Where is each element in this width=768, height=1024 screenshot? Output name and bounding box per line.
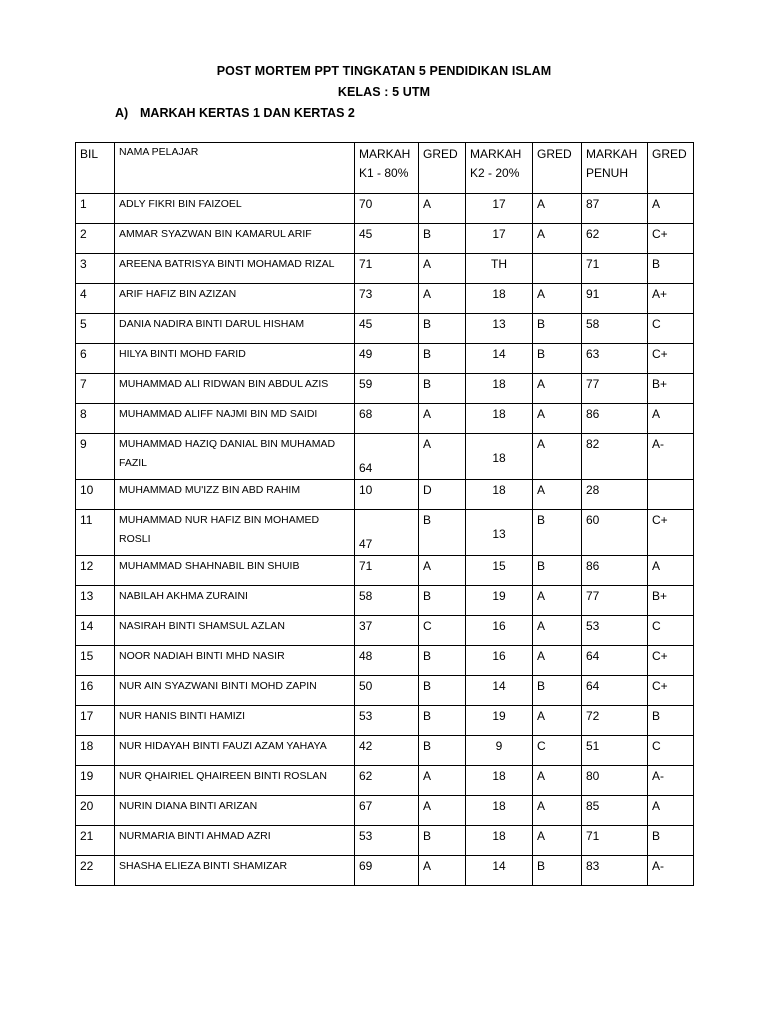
cell-markah-penuh: 77	[582, 586, 648, 616]
cell-gred-penuh: C+	[648, 646, 694, 676]
section-letter: A)	[115, 106, 129, 120]
cell-gred-k1: B	[419, 374, 466, 404]
cell-markah-penuh: 62	[582, 224, 648, 254]
cell-gred-penuh: B+	[648, 586, 694, 616]
cell-student-name: NURIN DIANA BINTI ARIZAN	[115, 796, 355, 826]
cell-markah-k1: 53	[355, 826, 419, 856]
cell-student-name: MUHAMMAD HAZIQ DANIAL BIN MUHAMAD FAZIL	[115, 434, 355, 480]
cell-markah-k1: 45	[355, 314, 419, 344]
cell-student-name: NURMARIA BINTI AHMAD AZRI	[115, 826, 355, 856]
header-bil: BIL	[76, 143, 115, 194]
cell-markah-k1: 48	[355, 646, 419, 676]
cell-gred-k1: B	[419, 646, 466, 676]
document-title: POST MORTEM PPT TINGKATAN 5 PENDIDIKAN ISLAM	[216, 64, 552, 78]
header-gred-penuh: GRED	[648, 143, 694, 194]
table-row	[76, 344, 694, 374]
cell-markah-penuh: 82	[582, 434, 648, 480]
cell-markah-penuh: 83	[582, 856, 648, 886]
cell-gred-k1: A	[419, 434, 466, 480]
cell-markah-k1: 58	[355, 586, 419, 616]
cell-student-name: NOOR NADIAH BINTI MHD NASIR	[115, 646, 355, 676]
header-k1-line2: K1 - 80%	[359, 166, 409, 180]
table-header-row	[76, 143, 694, 194]
table-row	[76, 284, 694, 314]
cell-bil: 12	[76, 556, 115, 586]
cell-student-name: HILYA BINTI MOHD FARID	[115, 344, 355, 374]
table-row	[76, 556, 694, 586]
cell-markah-k2: 15	[466, 556, 533, 586]
cell-gred-penuh: C+	[648, 510, 694, 556]
cell-gred-penuh: B	[648, 254, 694, 284]
cell-bil: 20	[76, 796, 115, 826]
cell-bil: 4	[76, 284, 115, 314]
cell-gred-k2: A	[533, 616, 582, 646]
cell-markah-k2: 18	[466, 284, 533, 314]
cell-markah-penuh: 87	[582, 194, 648, 224]
header-gred-k1: GRED	[419, 143, 466, 194]
cell-gred-k1: A	[419, 254, 466, 284]
cell-gred-penuh: C	[648, 314, 694, 344]
cell-student-name: MUHAMMAD ALIFF NAJMI BIN MD SAIDI	[115, 404, 355, 434]
header-k1-line1: MARKAH	[359, 147, 411, 161]
cell-gred-k2: A	[533, 374, 582, 404]
table-row	[76, 796, 694, 826]
cell-gred-k1: A	[419, 194, 466, 224]
cell-gred-k1: A	[419, 284, 466, 314]
cell-markah-penuh: 51	[582, 736, 648, 766]
header-penuh-line1: MARKAH	[586, 147, 638, 161]
cell-markah-k2: 14	[466, 856, 533, 886]
cell-gred-k2: A	[533, 586, 582, 616]
cell-markah-k1: 47	[355, 510, 419, 556]
cell-bil: 15	[76, 646, 115, 676]
cell-markah-k2: 19	[466, 586, 533, 616]
cell-student-name: MUHAMMAD ALI RIDWAN BIN ABDUL AZIS	[115, 374, 355, 404]
cell-gred-k2: B	[533, 314, 582, 344]
cell-gred-k2: A	[533, 826, 582, 856]
cell-gred-penuh: B+	[648, 374, 694, 404]
cell-markah-k1: 42	[355, 736, 419, 766]
cell-gred-k1: A	[419, 796, 466, 826]
cell-bil: 22	[76, 856, 115, 886]
cell-gred-k1: B	[419, 224, 466, 254]
table-row	[76, 254, 694, 284]
cell-bil: 6	[76, 344, 115, 374]
cell-markah-k2: 13	[466, 510, 533, 556]
cell-markah-penuh: 60	[582, 510, 648, 556]
cell-student-name: MUHAMMAD NUR HAFIZ BIN MOHAMED ROSLI	[115, 510, 355, 556]
cell-student-name: ADLY FIKRI BIN FAIZOEL	[115, 194, 355, 224]
cell-markah-k2: 18	[466, 404, 533, 434]
cell-gred-penuh: A-	[648, 434, 694, 480]
cell-markah-k2: 17	[466, 224, 533, 254]
cell-bil: 19	[76, 766, 115, 796]
cell-gred-k2: A	[533, 404, 582, 434]
cell-bil: 17	[76, 706, 115, 736]
cell-markah-penuh: 80	[582, 766, 648, 796]
cell-student-name: NASIRAH BINTI SHAMSUL AZLAN	[115, 616, 355, 646]
header-markah-k1	[355, 143, 419, 194]
cell-markah-penuh: 53	[582, 616, 648, 646]
cell-student-name: MUHAMMAD SHAHNABIL BIN SHUIB	[115, 556, 355, 586]
table-row	[76, 480, 694, 510]
cell-markah-penuh: 71	[582, 254, 648, 284]
cell-bil: 9	[76, 434, 115, 480]
cell-bil: 21	[76, 826, 115, 856]
cell-bil: 7	[76, 374, 115, 404]
cell-gred-penuh: C+	[648, 344, 694, 374]
cell-student-name: MUHAMMAD MU'IZZ BIN ABD RAHIM	[115, 480, 355, 510]
cell-markah-penuh: 77	[582, 374, 648, 404]
cell-gred-k1: C	[419, 616, 466, 646]
table-row	[76, 736, 694, 766]
cell-bil: 3	[76, 254, 115, 284]
cell-markah-k1: 71	[355, 556, 419, 586]
cell-bil: 11	[76, 510, 115, 556]
cell-student-name: NUR HIDAYAH BINTI FAUZI AZAM YAHAYA	[115, 736, 355, 766]
cell-markah-k2: 18	[466, 766, 533, 796]
cell-markah-penuh: 71	[582, 826, 648, 856]
cell-markah-k2: TH	[466, 254, 533, 284]
cell-markah-penuh: 28	[582, 480, 648, 510]
table-row	[76, 706, 694, 736]
cell-gred-penuh: A-	[648, 766, 694, 796]
cell-gred-penuh: A+	[648, 284, 694, 314]
cell-gred-k1: A	[419, 856, 466, 886]
cell-markah-k1: 50	[355, 676, 419, 706]
cell-gred-k1: B	[419, 314, 466, 344]
cell-markah-k1: 68	[355, 404, 419, 434]
cell-gred-k2: A	[533, 194, 582, 224]
cell-gred-k1: B	[419, 676, 466, 706]
cell-gred-penuh: C	[648, 616, 694, 646]
cell-markah-k2: 14	[466, 344, 533, 374]
cell-markah-penuh: 72	[582, 706, 648, 736]
cell-markah-penuh: 63	[582, 344, 648, 374]
cell-markah-k1: 71	[355, 254, 419, 284]
cell-bil: 16	[76, 676, 115, 706]
cell-gred-k2: A	[533, 646, 582, 676]
table-row	[76, 404, 694, 434]
cell-student-name: DANIA NADIRA BINTI DARUL HISHAM	[115, 314, 355, 344]
cell-gred-k2: A	[533, 706, 582, 736]
class-label: KELAS : 5 UTM	[337, 85, 431, 99]
cell-markah-k1: 73	[355, 284, 419, 314]
cell-gred-penuh: C+	[648, 224, 694, 254]
cell-gred-k2: B	[533, 676, 582, 706]
cell-markah-k2: 19	[466, 706, 533, 736]
cell-gred-k1: B	[419, 736, 466, 766]
cell-markah-penuh: 91	[582, 284, 648, 314]
cell-markah-k2: 9	[466, 736, 533, 766]
cell-gred-k2: A	[533, 284, 582, 314]
cell-markah-k2: 18	[466, 796, 533, 826]
cell-markah-k2: 18	[466, 434, 533, 480]
cell-markah-k2: 16	[466, 646, 533, 676]
cell-markah-k2: 18	[466, 480, 533, 510]
cell-gred-k2: A	[533, 766, 582, 796]
cell-gred-penuh: C	[648, 736, 694, 766]
cell-markah-penuh: 86	[582, 556, 648, 586]
table-row	[76, 616, 694, 646]
table-row	[76, 224, 694, 254]
cell-gred-k1: B	[419, 706, 466, 736]
cell-markah-penuh: 64	[582, 646, 648, 676]
cell-markah-k2: 18	[466, 826, 533, 856]
cell-bil: 10	[76, 480, 115, 510]
header-k2-line1: MARKAH	[470, 147, 522, 161]
cell-markah-k1: 64	[355, 434, 419, 480]
cell-gred-k2: A	[533, 434, 582, 480]
cell-markah-k2: 18	[466, 374, 533, 404]
header-k2-line2: K2 - 20%	[470, 166, 520, 180]
cell-markah-k1: 49	[355, 344, 419, 374]
cell-gred-penuh	[648, 480, 694, 510]
cell-markah-k1: 67	[355, 796, 419, 826]
cell-markah-k1: 37	[355, 616, 419, 646]
cell-gred-k1: B	[419, 586, 466, 616]
cell-markah-penuh: 85	[582, 796, 648, 826]
cell-gred-k2	[533, 254, 582, 284]
cell-gred-k1: A	[419, 766, 466, 796]
cell-gred-penuh: A	[648, 796, 694, 826]
cell-student-name: NUR AIN SYAZWANI BINTI MOHD ZAPIN	[115, 676, 355, 706]
cell-gred-k1: D	[419, 480, 466, 510]
cell-gred-k2: C	[533, 736, 582, 766]
cell-gred-k1: A	[419, 404, 466, 434]
cell-gred-k2: B	[533, 510, 582, 556]
cell-bil: 1	[76, 194, 115, 224]
cell-bil: 13	[76, 586, 115, 616]
table-row	[76, 646, 694, 676]
cell-bil: 18	[76, 736, 115, 766]
table-row	[76, 826, 694, 856]
header-nama-pelajar: NAMA PELAJAR	[115, 143, 355, 194]
cell-markah-k1: 45	[355, 224, 419, 254]
cell-student-name: AREENA BATRISYA BINTI MOHAMAD RIZAL	[115, 254, 355, 284]
table-row	[76, 510, 694, 556]
cell-bil: 8	[76, 404, 115, 434]
section-title: MARKAH KERTAS 1 DAN KERTAS 2	[140, 106, 355, 120]
cell-student-name: SHASHA ELIEZA BINTI SHAMIZAR	[115, 856, 355, 886]
cell-gred-k2: B	[533, 344, 582, 374]
cell-student-name: ARIF HAFIZ BIN AZIZAN	[115, 284, 355, 314]
cell-markah-k2: 13	[466, 314, 533, 344]
cell-markah-k2: 16	[466, 616, 533, 646]
cell-markah-k2: 14	[466, 676, 533, 706]
cell-bil: 14	[76, 616, 115, 646]
cell-student-name: NUR QHAIRIEL QHAIREEN BINTI ROSLAN	[115, 766, 355, 796]
cell-gred-penuh: A	[648, 556, 694, 586]
cell-markah-k2: 17	[466, 194, 533, 224]
cell-gred-k2: B	[533, 556, 582, 586]
cell-student-name: AMMAR SYAZWAN BIN KAMARUL ARIF	[115, 224, 355, 254]
cell-markah-k1: 10	[355, 480, 419, 510]
table-row	[76, 194, 694, 224]
cell-gred-k1: B	[419, 344, 466, 374]
cell-student-name: NABILAH AKHMA ZURAINI	[115, 586, 355, 616]
cell-gred-penuh: B	[648, 826, 694, 856]
header-penuh-line2: PENUH	[586, 166, 629, 180]
table-row	[76, 314, 694, 344]
cell-markah-k1: 59	[355, 374, 419, 404]
cell-gred-k2: B	[533, 856, 582, 886]
cell-gred-penuh: C+	[648, 676, 694, 706]
cell-markah-k1: 70	[355, 194, 419, 224]
cell-bil: 5	[76, 314, 115, 344]
cell-gred-k1: A	[419, 556, 466, 586]
cell-gred-penuh: A-	[648, 856, 694, 886]
cell-gred-k1: B	[419, 510, 466, 556]
cell-gred-penuh: B	[648, 706, 694, 736]
cell-gred-k2: A	[533, 480, 582, 510]
cell-bil: 2	[76, 224, 115, 254]
cell-gred-penuh: A	[648, 404, 694, 434]
cell-markah-penuh: 86	[582, 404, 648, 434]
header-markah-penuh	[582, 143, 648, 194]
cell-markah-k1: 53	[355, 706, 419, 736]
table-row	[76, 434, 694, 480]
cell-markah-penuh: 58	[582, 314, 648, 344]
table-row	[76, 766, 694, 796]
cell-markah-penuh: 64	[582, 676, 648, 706]
header-gred-k2: GRED	[533, 143, 582, 194]
section-heading	[115, 106, 355, 120]
table-body	[76, 194, 694, 886]
table-row	[76, 856, 694, 886]
cell-gred-k1: B	[419, 826, 466, 856]
table-row	[76, 586, 694, 616]
cell-markah-k1: 69	[355, 856, 419, 886]
cell-gred-penuh: A	[648, 194, 694, 224]
cell-gred-k2: A	[533, 796, 582, 826]
cell-markah-k1: 62	[355, 766, 419, 796]
cell-gred-k2: A	[533, 224, 582, 254]
marks-table	[75, 142, 694, 886]
table-row	[76, 374, 694, 404]
table-row	[76, 676, 694, 706]
header-markah-k2	[466, 143, 533, 194]
cell-student-name: NUR HANIS BINTI HAMIZI	[115, 706, 355, 736]
